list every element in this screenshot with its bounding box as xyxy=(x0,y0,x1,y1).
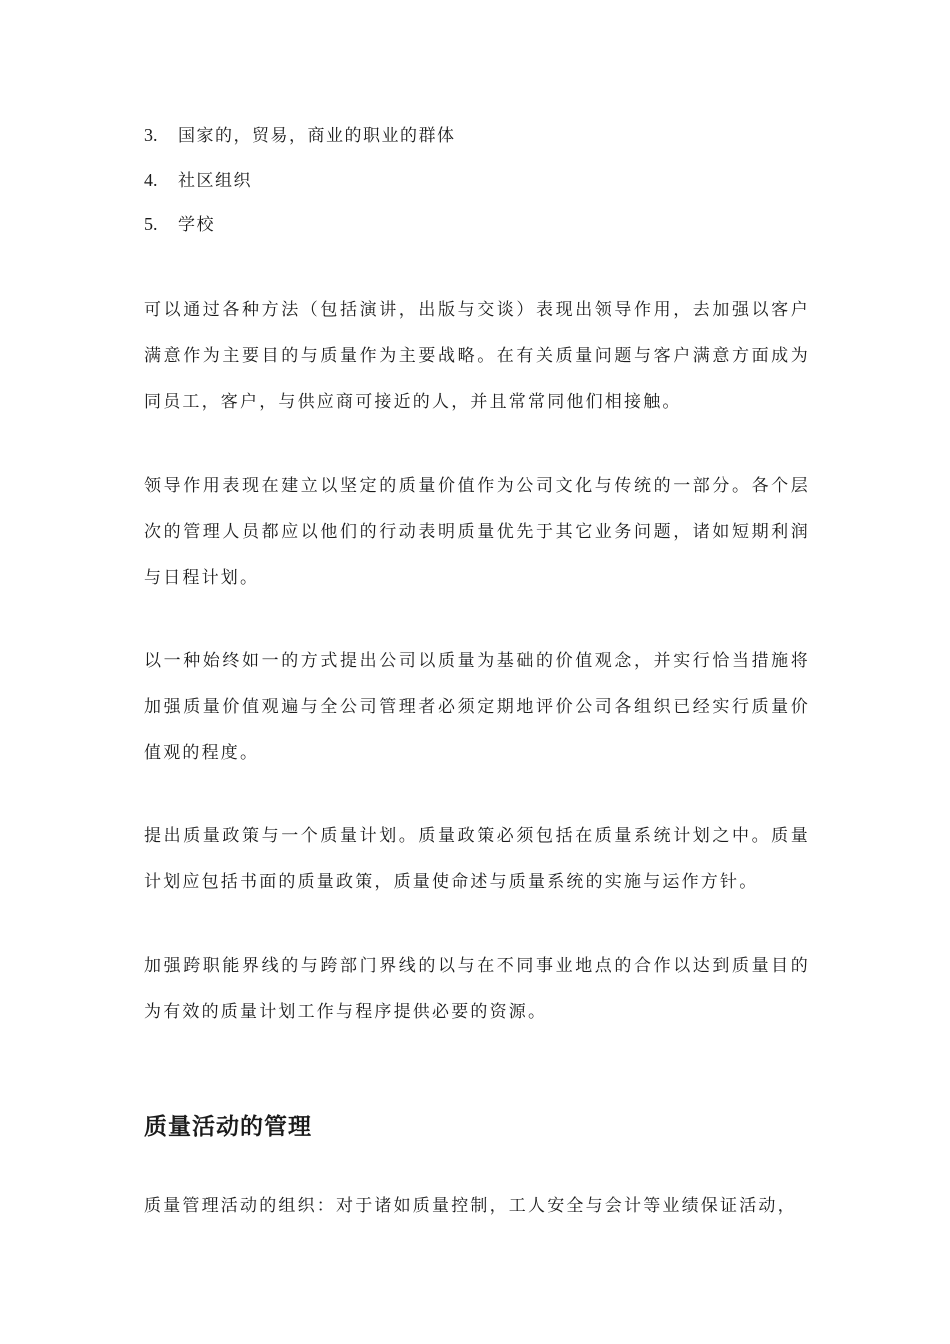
paragraph: 以一种始终如一的方式提出公司以质量为基础的价值观念，并实行恰当措施将加强质量价值观遍与全公司管理者必须定期地评价公司各组织已经实行质量价值观的程度。 xyxy=(144,651,810,763)
list-text: 国家的，贸易，商业的职业的群体 xyxy=(178,126,456,146)
section-heading: 质量活动的管理 xyxy=(144,1114,312,1140)
paragraph: 领导作用表现在建立以坚定的质量价值作为公司文化与传统的一部分。各个层次的管理人员都应以他们的行动表明质量优先于其它业务问题，诸如短期利润与日程计划。 xyxy=(144,476,810,588)
list-number: 3. xyxy=(144,125,158,145)
list-item xyxy=(144,123,456,148)
list-item xyxy=(144,212,215,237)
paragraph: 质量管理活动的组织：对于诸如质量控制，工人安全与会计等业绩保证活动， xyxy=(144,1196,797,1216)
list-text: 社区组织 xyxy=(178,171,252,191)
paragraph: 加强跨职能界线的与跨部门界线的以与在不同事业地点的合作以达到质量目的为有效的质量计划工作与程序提供必要的资源。 xyxy=(144,956,810,1022)
list-item xyxy=(144,168,252,193)
list-number: 5. xyxy=(144,214,158,234)
paragraph: 可以通过各种方法（包括演讲，出版与交谈）表现出领导作用，去加强以客户满意作为主要目的与质量作为主要战略。在有关质量问题与客户满意方面成为同员工，客户，与供应商可接近的人，并且常常同他们相接触。 xyxy=(144,300,810,412)
paragraph: 提出质量政策与一个质量计划。质量政策必须包括在质量系统计划之中。质量计划应包括书面的质量政策，质量使命述与质量系统的实施与运作方针。 xyxy=(144,826,810,892)
list-number: 4. xyxy=(144,170,158,190)
list-text: 学校 xyxy=(178,215,215,235)
